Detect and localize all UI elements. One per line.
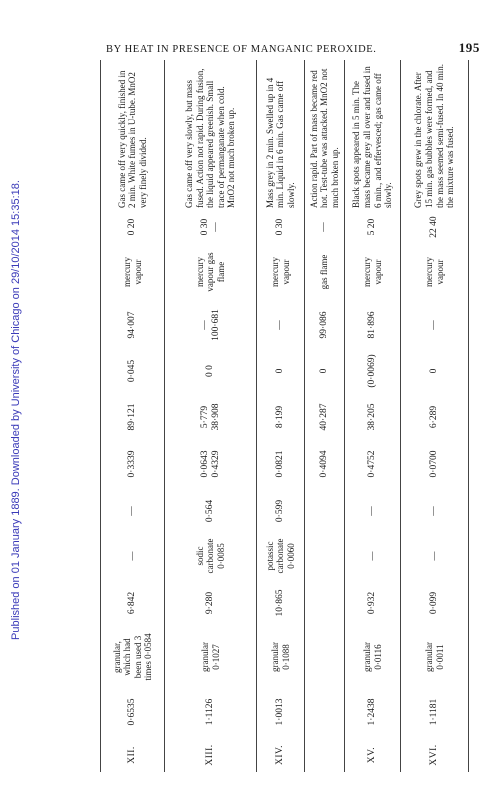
- experiment-number: XIII.: [205, 744, 216, 766]
- oxygen-percent: 6·289: [429, 405, 440, 429]
- experiment-number: XIV.: [275, 744, 286, 766]
- total-percent: 94·007: [127, 311, 138, 339]
- table-row: [345, 60, 401, 772]
- peroxide-form: granular, which had been used 3 times 0·0584: [111, 633, 153, 681]
- total-percent: —: [275, 320, 286, 330]
- duration: 22 40: [429, 216, 440, 238]
- oxygen-percent: 8·199: [275, 405, 286, 429]
- added-salt: sodic carbonate 0·0085: [194, 538, 226, 574]
- total-percent: — 100·681: [199, 309, 221, 341]
- total-percent: 81·896: [367, 311, 378, 339]
- salt-percent: 0·564: [205, 499, 216, 523]
- added-salt: potassic carbonate 0·0060: [264, 538, 296, 574]
- chlorate-weight: 1·1181: [429, 698, 440, 726]
- chlorate-weight: 1·2438: [367, 698, 378, 726]
- added-salt: —: [127, 551, 138, 561]
- observation-note: Grey spots grew in the chlorate. After 15 min. gas bubbles were formed, and the mass seemed semi-fused. In 40 min. the mixture was fused.: [413, 64, 456, 208]
- salt-percent: 0·599: [275, 499, 286, 523]
- peroxide-form: [305, 628, 345, 686]
- rotated-table: [100, 60, 480, 772]
- table-row: [257, 60, 305, 772]
- chlorate-weight: 1·0013: [275, 698, 286, 726]
- duration: 0 20: [127, 218, 138, 236]
- peroxide-percent: 10·865: [275, 589, 286, 617]
- observation-note: Gas came off very slowly, but mass fused. Action not rapid. During fusion, the liquid appeared greenish. Small trace of permanganate when cold. MnO2 not much broken up.: [183, 68, 237, 208]
- oxygen-percent: 40·287: [319, 403, 330, 431]
- heating-method: mercury vapour: [362, 257, 383, 287]
- results-table: [100, 60, 469, 772]
- experiment-number: XII.: [127, 746, 138, 764]
- chlorine-value: 0: [429, 368, 440, 374]
- observation-note: Black spots appeared in 5 min. The mass became grey all over and fused in 6 min., and effervesced; gas came off slowly.: [351, 66, 394, 208]
- total-percent: —: [429, 320, 440, 330]
- duration: —: [319, 222, 330, 232]
- chlorine-value: 0·045: [127, 359, 138, 383]
- total-percent: 99·086: [319, 311, 330, 339]
- added-salt: [305, 534, 345, 578]
- duration: 0 30: [275, 218, 286, 236]
- observation-note: Mass grey in 2 min. Swelled up in 4 min. Liquid in 6 min. Gas came off slowly.: [264, 77, 296, 208]
- experiment-number: [305, 738, 345, 772]
- peroxide-form: granular 0·1027: [200, 642, 221, 672]
- observation-note: Gas came off very quickly, finished in 2 min. White fumes in U-tube. MnO2 very finely divided.: [116, 70, 148, 208]
- oxygen-evolved: 0·0700: [429, 450, 440, 478]
- salt-percent: —: [367, 506, 378, 516]
- publication-watermark: Published on 01 January 1889. Downloaded by University of Chicago on 29/10/2014 15:35:18.: [10, 180, 22, 640]
- added-salt: —: [429, 551, 440, 561]
- table-row: [101, 60, 165, 772]
- duration: 0 30 —: [199, 218, 221, 236]
- salt-percent: [305, 488, 345, 534]
- oxygen-evolved: 0·4752: [367, 450, 378, 478]
- oxygen-evolved: 0·0643 0·4329: [199, 450, 221, 478]
- table-row: [305, 60, 345, 772]
- chlorine-value: 0: [275, 368, 286, 374]
- experiment-number: XV.: [367, 746, 378, 764]
- heating-method: gas flame: [319, 254, 330, 290]
- oxygen-percent: 5·779 38·908: [199, 403, 221, 431]
- peroxide-percent: 0·932: [367, 591, 378, 615]
- oxygen-percent: 38·205: [367, 403, 378, 431]
- oxygen-evolved: 0·4094: [319, 450, 330, 478]
- chlorine-value: (0·0069): [367, 354, 378, 388]
- oxygen-evolved: 0·0821: [275, 450, 286, 478]
- peroxide-form: granular 0·1088: [270, 642, 291, 672]
- page-number: 195: [458, 40, 480, 55]
- chlorate-weight: 0·6535: [127, 698, 138, 726]
- chlorate-weight: [305, 686, 345, 738]
- peroxide-percent: 0·099: [429, 591, 440, 615]
- salt-percent: —: [127, 506, 138, 516]
- added-salt: —: [367, 551, 378, 561]
- heating-method: mercury vapour: [122, 257, 143, 287]
- chlorine-value: 0 0: [205, 365, 216, 377]
- rotated-table-container: [100, 60, 480, 772]
- salt-percent: —: [429, 506, 440, 516]
- oxygen-evolved: 0·3339: [127, 450, 138, 478]
- peroxide-percent: 9·280: [205, 591, 216, 615]
- table-row: [401, 60, 469, 772]
- observation-note: Action rapid. Part of mass became red hot. Test-tube was attacked. MnO2 not much broken up.: [308, 68, 340, 208]
- running-header: [100, 40, 480, 60]
- peroxide-form: granular 0·0011: [424, 642, 445, 672]
- chlorine-value: 0: [319, 368, 330, 374]
- heating-method: mercury vapour: [424, 257, 445, 287]
- peroxide-percent: [305, 578, 345, 628]
- peroxide-form: granular 0·0116: [362, 642, 383, 672]
- table-row: [165, 60, 257, 772]
- peroxide-percent: 6·842: [127, 591, 138, 615]
- duration: 5 20: [367, 218, 378, 236]
- chlorate-weight: 1·1126: [205, 698, 216, 726]
- experiment-number: XVI.: [429, 744, 440, 766]
- heating-method: mercury vapour: [270, 257, 291, 287]
- heating-method: mercury vapour gas flame: [194, 252, 226, 292]
- oxygen-percent: 89·121: [127, 403, 138, 431]
- running-title: BY HEAT IN PRESENCE OF MANGANIC PEROXIDE.: [106, 44, 377, 55]
